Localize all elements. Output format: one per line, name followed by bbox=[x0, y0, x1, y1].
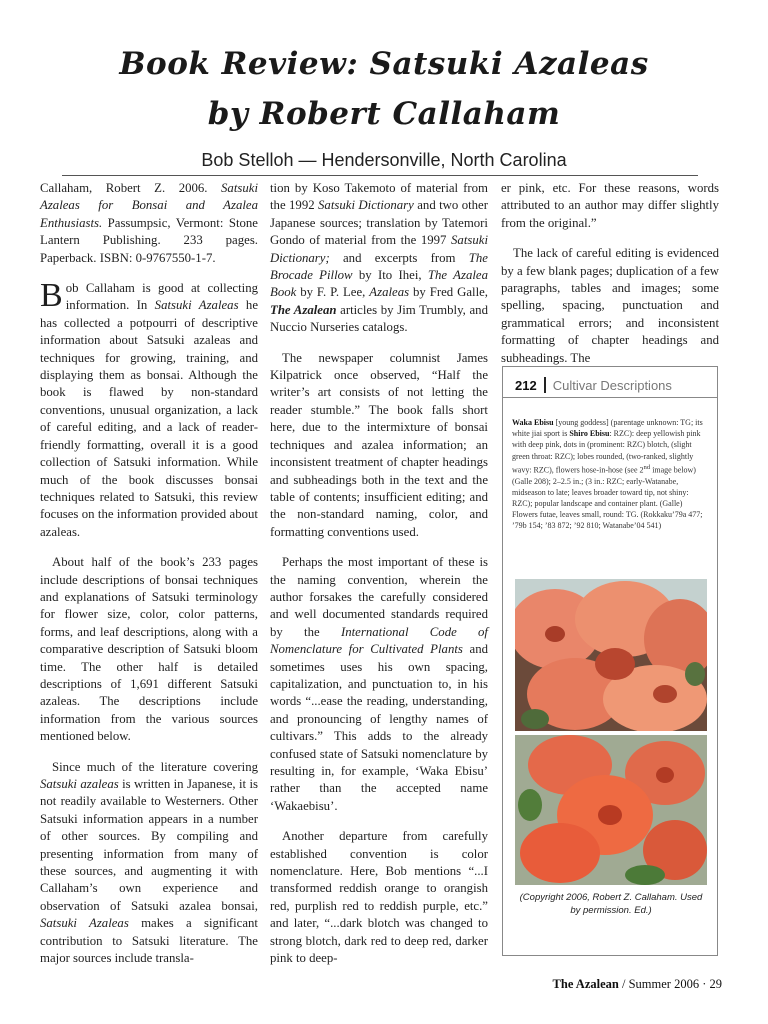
paragraph: Another departure from carefully established convention is color nomenclature. Here, Bob mentions “...I transformed reddish orange to orangish red, purplish red to reddish purple, etc.” and later, “...dark blotch was changed to strong blotch, dark red to deep red, darker pink to deep- bbox=[270, 829, 488, 966]
title-rule bbox=[62, 175, 698, 176]
excerpt-header bbox=[515, 377, 672, 393]
magazine-name: The Azalean bbox=[552, 977, 619, 991]
excerpt-section-label: Cultivar Descriptions bbox=[552, 378, 672, 393]
paragraph: er pink, etc. For these reasons, words attributed to an author may differ slightly from the original.” bbox=[501, 181, 719, 230]
page-footer bbox=[553, 977, 722, 992]
figure-caption: (Copyright 2006, Robert Z. Callaham. Used by permission. Ed.) bbox=[519, 892, 703, 916]
column-1 bbox=[40, 180, 258, 980]
excerpt-page-number: 212 bbox=[515, 378, 537, 393]
paragraph: Since much of the literature covering Satsuki azaleas is written in Japanese, it is not readily available to Westerners. Other Satsuki information appears in a number of other sources. By compiling and presenting information from many of these sources, and augmenting it with Callaham’s own experience and observation of Satsuki azalea bonsai, Satsuki Azaleas makes a significant contribution to Satsuki literature. The major sources include transla- bbox=[40, 759, 258, 966]
column-2 bbox=[270, 180, 488, 980]
azalea-photo-2 bbox=[515, 735, 707, 885]
paragraph: Bob Callaham is good at collecting information. In Satsuki Azaleas he has collected a potpourri of descriptive information about Satsuki azaleas and techniques for growing, training, and displaying them as bonsai. Although the book is flawed by non-standard conventions, unusual organization, a lack of careful editing, and a lack of reader-friendly formatting, overall it is a good collection of Satsuki information. While much of the book discusses bonsai techniques related to Satsuki, this review focuses on the information provided about azaleas. bbox=[40, 277, 259, 539]
page-number: · 29 bbox=[702, 977, 722, 991]
divider bbox=[544, 377, 546, 393]
citation: Callaham, Robert Z. 2006. Satsuki Azaleas for Bonsai and Azalea Enthusiasts. Passumpsic, Vermont: Stone Lantern Publishing. 233 pages. Paperback. ISBN: 0-9767550-1-7. bbox=[40, 181, 258, 265]
sidebar-excerpt bbox=[502, 366, 718, 956]
column-3 bbox=[501, 180, 719, 380]
paragraph: The newspaper columnist James Kilpatrick once observed, “Half the writer’s art consists of not letting the reader stumble.” The book falls short here, due to the intermixture of bonsai techniques and azalea information; an inconsistent treatment of chapter headings and subheadings both in the text and the table of contents; insufficient editing; and the non-standard naming, color, and formatting conventions used. bbox=[270, 350, 488, 539]
paragraph: tion by Koso Takemoto of material from the 1992 Satsuki Dictionary and two other Japanese sources; translation by Tatemori Gondo of material from the 1997 Satsuki Dictionary; and excerpts from The Brocade Pillow by Ito Ihei, The Azalea Book by F. P. Lee, Azaleas by Fred Galle, The Azalean articles by Jim Trumbly, and Nuccio Nurseries catalogs. bbox=[270, 181, 489, 335]
cultivar-entry: Waka Ebisu [young goddess] (parentage unknown: TG; its white jiai sport is Shiro Ebisu: RZC): deep yellowish pink with deep pink, dots in (prominent: RZC) blotch, (slight green throat: RZC); lobes rounded, (two-ranked, slightly wavy: RZC), flowers hose-in-hose (see 2nd image below)(Galle 208); 2–2.5 in.; (3 in.: RZC; early-Watanabe, midseason to late; leaves broader toward tip, not shiny: RZC); popular landscape and container plant. (Galle) Flowers futae, leaves small, round: TG. (Rokkaku’79a 477; ’79b 154; ’83 872; ’92 810; Watanabe’04 541) bbox=[512, 418, 703, 531]
issue: / Summer 2006 bbox=[621, 977, 700, 991]
article-title-line1: Book Review: Satsuki Azaleas bbox=[119, 46, 649, 82]
divider bbox=[503, 397, 717, 398]
azalea-photo-1 bbox=[515, 579, 707, 731]
paragraph: Perhaps the most important of these is the naming convention, wherein the author forsakes the carefully considered and well documented standards required by the International Code of Nomenclature for Cultivated Plants and sometimes uses his own spacing, capitalization, and punctuation to, in his words “...ease the reading, understanding, and pronouncing of lengthy names of cultivars.” This adds to the already confused state of Satsuki nomenclature by resulting in, for example, ‘Waka Ebisu’ rather than the accepted name ‘Wakaebisu’. bbox=[270, 555, 488, 813]
paragraph: About half of the book’s 233 pages include descriptions of bonsai techniques and explanations of Satsuki terminology for flower size, color, color patterns, forms, and leaf descriptions, along with a comparative description of Satsuki bloom time. The other half is detailed descriptions of 1,691 different Satsuki azaleas. The descriptions include information from the various sources mentioned below. bbox=[40, 555, 258, 744]
article-title-line2: by Robert Callaham bbox=[207, 96, 561, 132]
byline: Bob Stelloh — Hendersonville, North Carolina bbox=[201, 150, 567, 170]
drop-cap: B bbox=[40, 277, 63, 315]
paragraph: The lack of careful editing is evidenced by a few blank pages; duplication of a few paragraphs, tables and images; some spelling, spacing, punctuation and grammatical errors; and inconsistent formatting of chapter headings and subheadings. The bbox=[501, 246, 719, 365]
